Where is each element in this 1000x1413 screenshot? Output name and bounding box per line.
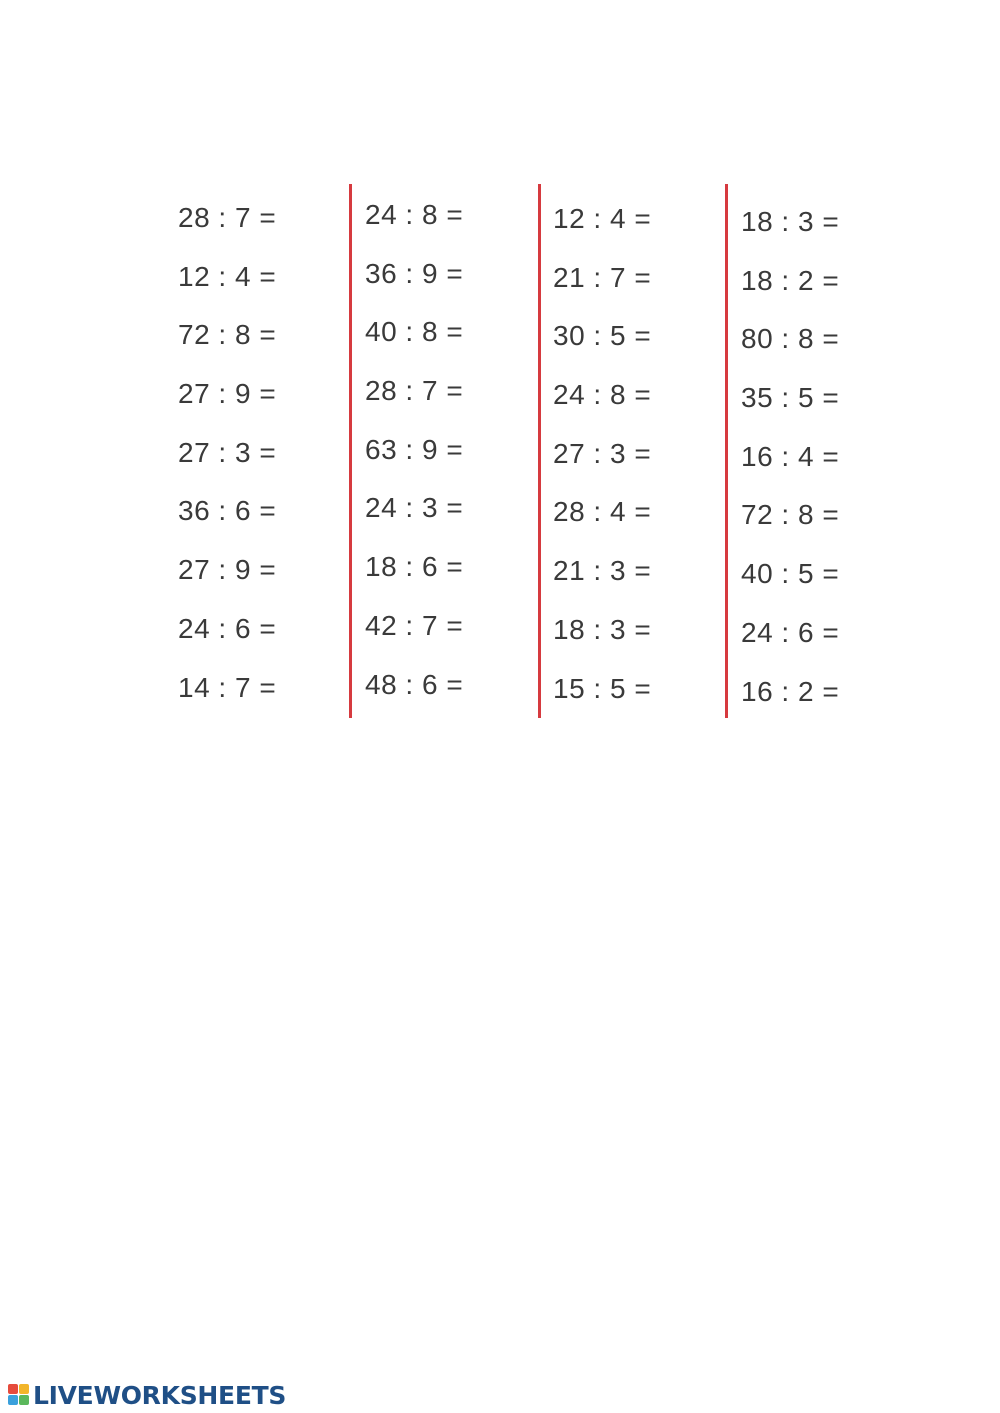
column-divider <box>349 184 352 718</box>
division-problem: 80 : 8 = <box>741 323 840 355</box>
division-problem: 72 : 8 = <box>178 319 277 351</box>
division-problem: 27 : 9 = <box>178 554 277 586</box>
problem-column-2 <box>365 193 525 721</box>
division-problem: 63 : 9 = <box>365 433 464 465</box>
division-problem: 12 : 4 = <box>553 203 652 234</box>
column-divider <box>538 184 541 718</box>
division-problem: 35 : 5 = <box>741 382 840 414</box>
division-problem: 36 : 9 = <box>365 257 464 289</box>
division-problem: 28 : 4 = <box>553 496 652 528</box>
division-problem: 21 : 7 = <box>553 261 652 293</box>
division-problem: 28 : 7 = <box>365 375 464 407</box>
division-problem: 27 : 9 = <box>178 378 277 410</box>
division-problem: 21 : 3 = <box>553 555 652 587</box>
problem-column-4 <box>741 200 901 728</box>
division-problem: 48 : 6 = <box>365 668 464 700</box>
division-problem: 40 : 8 = <box>365 316 464 348</box>
logo-text: LIVEWORKSHEETS <box>33 1380 287 1410</box>
liveworksheets-logo-icon <box>8 1384 30 1406</box>
division-problem: 15 : 5 = <box>553 672 652 704</box>
division-problem: 18 : 2 = <box>741 264 840 296</box>
division-problem: 18 : 3 = <box>553 613 652 645</box>
division-problem: 28 : 7 = <box>178 202 277 233</box>
division-problem: 18 : 6 = <box>365 551 464 583</box>
division-problem: 16 : 4 = <box>741 440 840 472</box>
problem-column-3 <box>553 197 713 725</box>
liveworksheets-logo <box>8 1380 286 1410</box>
division-problem: 40 : 5 = <box>741 558 840 590</box>
division-problem: 24 : 6 = <box>741 616 840 648</box>
division-problem: 24 : 3 = <box>365 492 464 524</box>
division-problem: 72 : 8 = <box>741 499 840 531</box>
division-problem: 24 : 8 = <box>365 199 464 230</box>
column-divider <box>725 184 728 718</box>
division-problem: 42 : 7 = <box>365 609 464 641</box>
division-problem: 16 : 2 = <box>741 675 840 707</box>
division-problem: 24 : 6 = <box>178 612 277 644</box>
division-problem: 36 : 6 = <box>178 495 277 527</box>
division-problem: 18 : 3 = <box>741 206 840 237</box>
division-problem: 30 : 5 = <box>553 320 652 352</box>
division-problem: 14 : 7 = <box>178 671 277 703</box>
problem-column-1 <box>178 196 338 724</box>
division-problem: 27 : 3 = <box>553 437 652 469</box>
division-problem: 24 : 8 = <box>553 379 652 411</box>
division-problem: 27 : 3 = <box>178 436 277 468</box>
division-problem: 12 : 4 = <box>178 260 277 292</box>
